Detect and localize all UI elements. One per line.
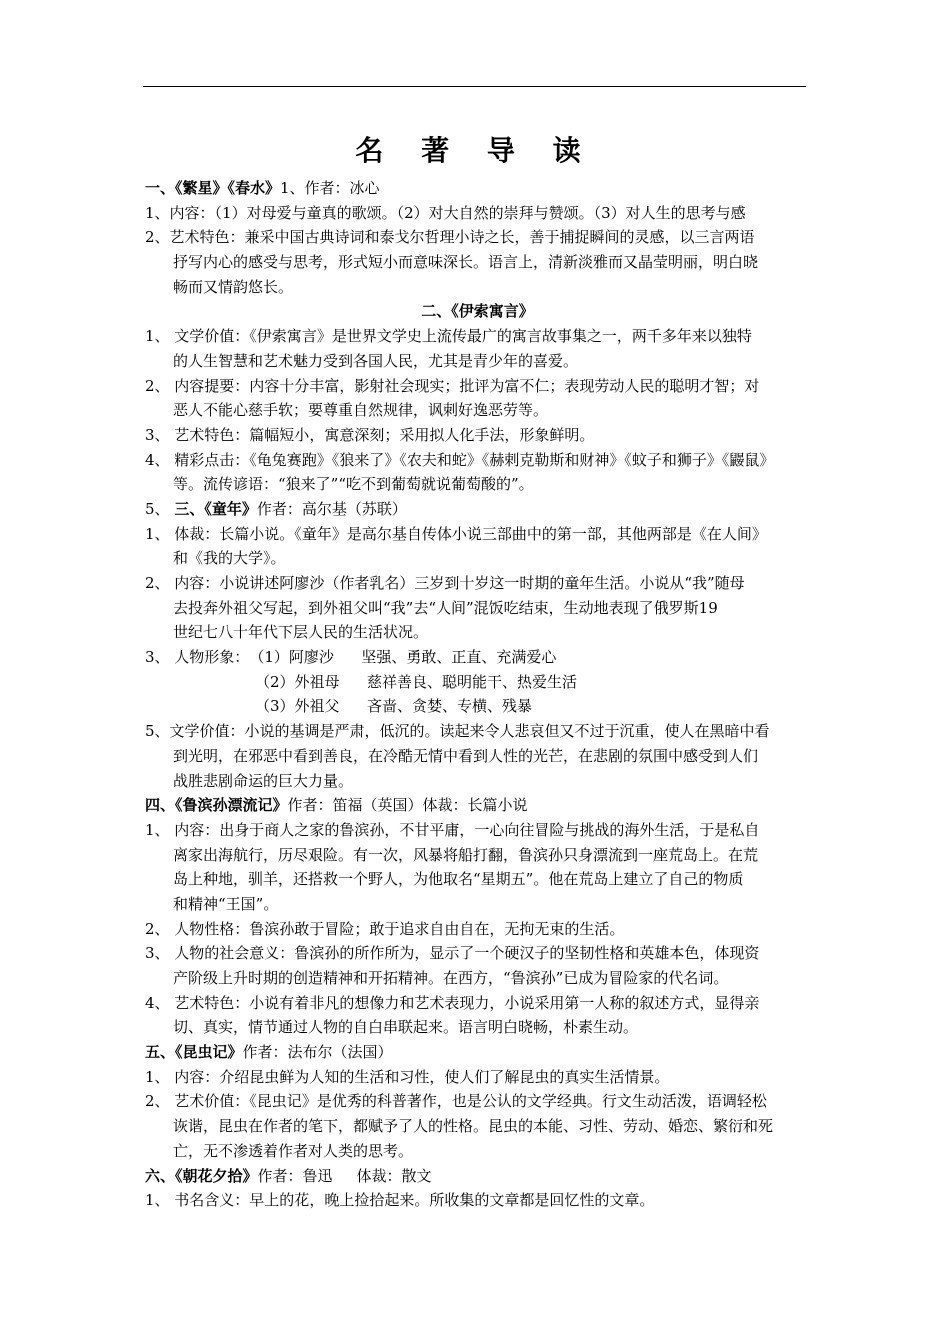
paragraph-line: 离家出海航行，历尽艰险。有一次，风暴将船打翻，鲁滨孙只身漂流到一座荒岛上。在荒 [173,845,759,864]
section-6-genre: 体裁：散文 [356,1166,432,1185]
section-1-heading-line [145,176,810,201]
paragraph-line: 1、 内容：出身于商人之家的鲁滨孙，不甘平庸，一心向往冒险与挑战的海外生活，于是私自 [145,820,760,839]
paragraph-line: 抒写内心的感受与思考，形式短小而意味深长。语言上，清新淡雅而又晶莹明丽，明白晓 [173,253,759,272]
character-row [145,694,810,719]
paragraph-line: 到光明，在邪恶中看到善良，在冷酷无情中看到人性的光芒，在悲剧的氛围中感受到人们 [173,746,759,765]
character-name: （2）外祖母 [255,672,340,691]
section-3-author: 作者：高尔基（苏联） [256,499,407,518]
paragraph-line: 亡，无不渗透着作者对人类的思考。 [173,1141,414,1160]
header-rule [143,86,806,87]
section-1-heading: 一、《繁星》《春水》 [145,179,281,197]
document-body [145,176,810,1213]
paragraph-line: 的人生智慧和艺术魅力受到各国人民，尤其是青少年的喜爱。 [173,351,579,370]
section-4-author: 作者：笛福（英国）体裁：长篇小说 [287,796,528,815]
character-name: （1）阿廖沙 [249,648,334,667]
character-traits: 吝啬、贪婪、专横、残暴 [367,697,533,716]
character-label: 3、 人物形象： [145,648,250,667]
section-6-author: 作者：鲁迅 [257,1166,333,1185]
paragraph-line: 岛上种地，驯羊，还搭救一个野人，为他取名“星期五”。他在荒岛上建立了自己的物质 [173,870,744,889]
section-4-heading-line [145,793,810,818]
section-5-heading-line [145,1040,810,1065]
paragraph-line: 2、 人物性格：鲁滨孙敢于冒险；敢于追求自由自在，无拘无束的生活。 [145,919,625,938]
paragraph-line: 2、艺术特色：兼采中国古典诗词和泰戈尔哲理小诗之长，善于捕捉瞬间的灵感，以三言两语 [145,228,755,247]
paragraph-line: 4、 艺术特色：小说有着非凡的想像力和艺术表现力，小说采用第一人称的叙述方式，显得亲 [145,993,760,1012]
section-3-heading: 三、《童年》 [174,499,257,518]
section-3-number: 5、 [145,499,170,518]
paragraph-line: 1、内容：（1）对母爱与童真的歌颂。（2）对大自然的崇拜与赞颂。（3）对人生的思考与感 [145,203,746,222]
paragraph-line: 去投奔外祖父写起，到外祖父叫“我”去“人间”混饭吃结束，生动地表现了俄罗斯19 [173,598,718,617]
section-3-heading-line [145,497,810,522]
section-2-heading: 二、《伊索寓言》 [421,302,534,321]
paragraph-line: 畅而又情韵悠长。 [173,277,294,296]
character-traits: 慈祥善良、聪明能干、热爱生活 [367,672,578,691]
page-title: 名 著 导 读 [355,134,595,167]
paragraph-line: 2、 内容：小说讲述阿廖沙（作者乳名）三岁到十岁这一时期的童年生活。小说从“我”随母 [145,574,745,592]
section-5-author: 作者：法布尔（法国） [242,1043,393,1062]
section-4-heading: 四、《鲁滨孙漂流记》 [145,796,288,815]
character-traits: 坚强、勇敢、正直、充满爱心 [361,648,557,667]
paragraph-line: 1、 内容：介绍昆虫鲜为人知的生活和习性，使人们了解昆虫的真实生活情景。 [145,1067,670,1086]
paragraph-line: 2、 内容提要：内容十分丰富，影射社会现实；批评为富不仁；表现劳动人民的聪明才智；对 [145,376,760,395]
paragraph-line: 和《我的大学》。 [173,549,286,568]
section-6-heading-line [145,1164,810,1189]
paragraph-line: 2、 艺术价值：《昆虫记》是优秀的科普著作，也是公认的文学经典。行文生动活泼，语调轻松 [145,1092,767,1111]
section-1-author: 1、作者：冰心 [280,179,380,197]
paragraph-line: 3、 艺术特色：篇幅短小，寓意深刻；采用拟人化手法，形象鲜明。 [145,425,595,444]
paragraph-line: 世纪七八十年代下层人民的生活状况。 [173,623,429,642]
paragraph-line: 1、 体裁：长篇小说。《童年》是高尔基自传体小说三部曲中的第一部，其他两部是《在人间》 [145,524,767,543]
paragraph-line: 诙谐，昆虫在作者的笔下，都赋予了人的性格。昆虫的本能、习性、劳动、婚恋、繁衍和死 [173,1117,774,1136]
character-row [145,645,810,670]
paragraph-line: 等。流传谚语：“狼来了”“吃不到葡萄就说葡萄酸的”。 [173,475,534,494]
paragraph-line: 产阶级上升时期的创造精神和开拓精神。在西方，“鲁滨孙”已成为冒险家的代名词。 [173,969,729,987]
paragraph-line: 4、 精彩点击：《龟兔赛跑》《狼来了》《农夫和蛇》《赫剌克勒斯和财神》《蚊子和狮子》《鼹鼠》 [145,450,775,469]
paragraph-line: 战胜悲剧命运的巨大力量。 [173,771,354,790]
paragraph-line: 1、 书名含义：早上的花，晚上捡拾起来。所收集的文章都是回忆性的文章。 [145,1191,655,1210]
section-5-heading: 五、《昆虫记》 [145,1043,243,1062]
paragraph-line: 1、 文学价值：《伊索寓言》是世界文学史上流传最广的寓言故事集之一，两千多年来以独特 [145,327,752,346]
paragraph-line: 和精神“王国”。 [173,894,279,913]
paragraph-line: 5、文学价值：小说的基调是严肃，低沉的。读起来令人悲哀但又不过于沉重，使人在黑暗中看 [145,722,770,741]
section-6-heading: 六、《朝花夕拾》 [145,1166,258,1185]
character-row [145,670,810,695]
character-name: （3）外祖父 [255,697,340,716]
paragraph-line: 3、 人物的社会意义：鲁滨孙的所作所为，显示了一个硬汉子的坚韧性格和英雄本色，体现资 [145,944,760,963]
paragraph-line: 恶人不能心慈手软；要尊重自然规律，讽刺好逸恶劳等。 [173,401,549,420]
paragraph-line: 切、真实，情节通过人物的自白串联起来。语言明白晓畅，朴素生动。 [173,1018,639,1037]
